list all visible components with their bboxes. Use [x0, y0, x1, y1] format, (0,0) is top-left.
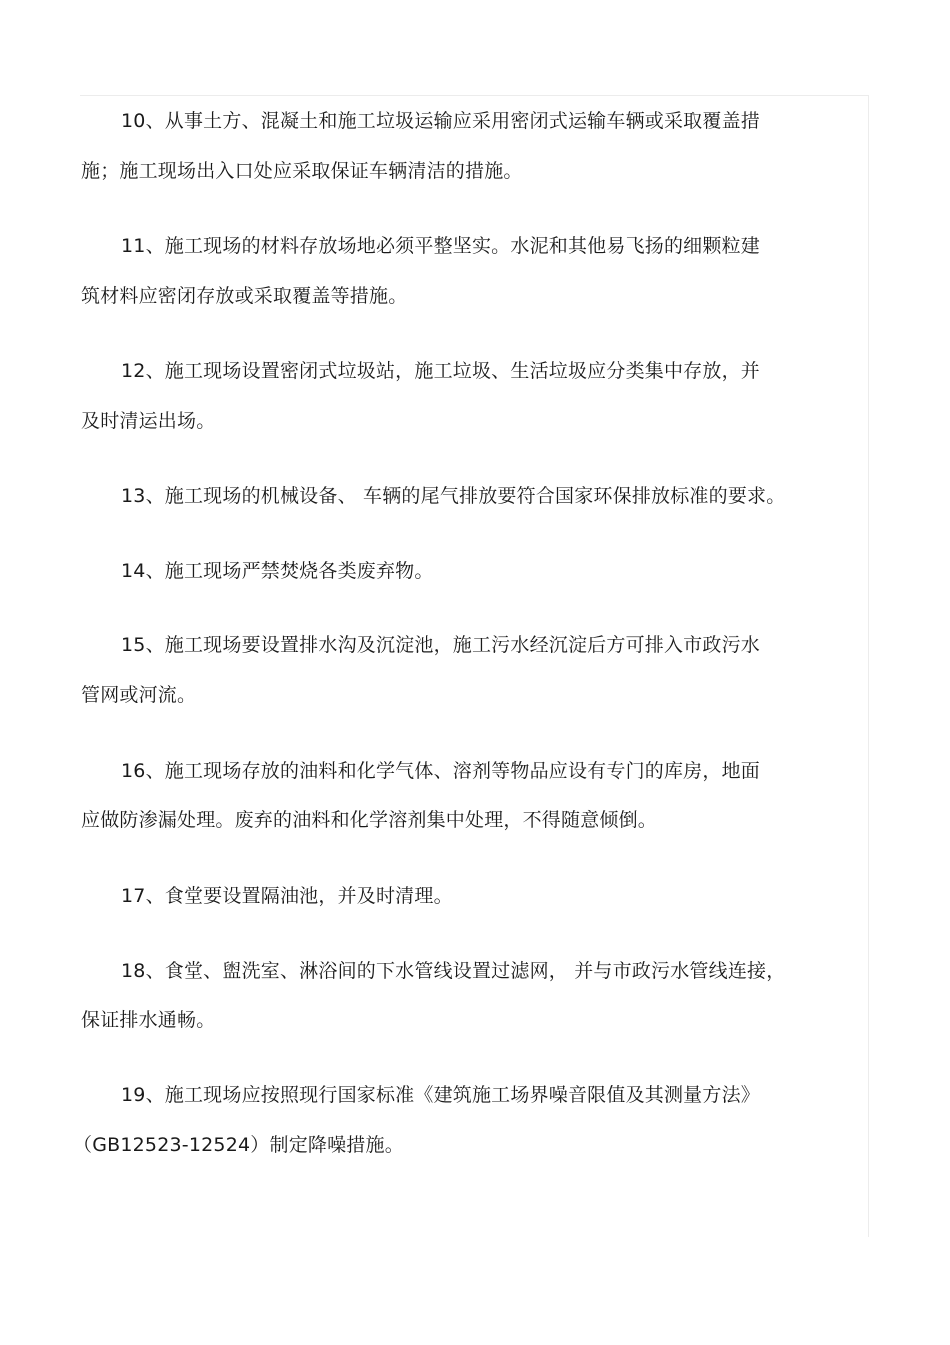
clause-17-line-1: 17、食堂要设置隔油池，并及时清理。 [121, 885, 453, 907]
clause-15-line-2: 管网或河流。 [81, 684, 197, 706]
clause-13-line-1: 13、施工现场的机械设备、 车辆的尾气排放要符合国家环保排放标准的要求。 [121, 485, 786, 507]
clause-18-line-1: 18、食堂、盥洗室、淋浴间的下水管线设置过滤网， 并与市政污水管线连接， [121, 960, 786, 982]
clause-16-line-2: 应做防渗漏处理。废弃的油料和化学溶剂集中处理，不得随意倾倒。 [81, 809, 658, 831]
clause-19-line-1: 19、施工现场应按照现行国家标准《建筑施工场界噪音限值及其测量方法》 [121, 1084, 760, 1106]
clause-14-line-1: 14、施工现场严禁焚烧各类废弃物。 [121, 560, 434, 582]
clause-16-line-1: 16、施工现场存放的油料和化学气体、溶剂等物品应设有专门的库房，地面 [121, 760, 760, 782]
clause-19-line-2: （GB12523-12524）制定降噪措施。 [73, 1134, 404, 1156]
clause-11-line-1: 11、施工现场的材料存放场地必须平整坚实。水泥和其他易飞扬的细颗粒建 [121, 235, 760, 257]
clause-18-line-2: 保证排水通畅。 [81, 1009, 216, 1031]
clause-10-line-2: 施；施工现场出入口处应采取保证车辆清洁的措施。 [81, 160, 523, 182]
clause-12-line-1: 12、施工现场设置密闭式垃圾站，施工垃圾、生活垃圾应分类集中存放，并 [121, 360, 760, 382]
clause-12-line-2: 及时清运出场。 [81, 410, 216, 432]
clause-10-line-1: 10、从事土方、混凝土和施工垃圾运输应采用密闭式运输车辆或采取覆盖措 [121, 110, 760, 132]
clause-15-line-1: 15、施工现场要设置排水沟及沉淀池，施工污水经沉淀后方可排入市政污水 [121, 634, 760, 656]
page-frame [80, 95, 869, 1237]
clause-11-line-2: 筑材料应密闭存放或采取覆盖等措施。 [81, 285, 408, 307]
